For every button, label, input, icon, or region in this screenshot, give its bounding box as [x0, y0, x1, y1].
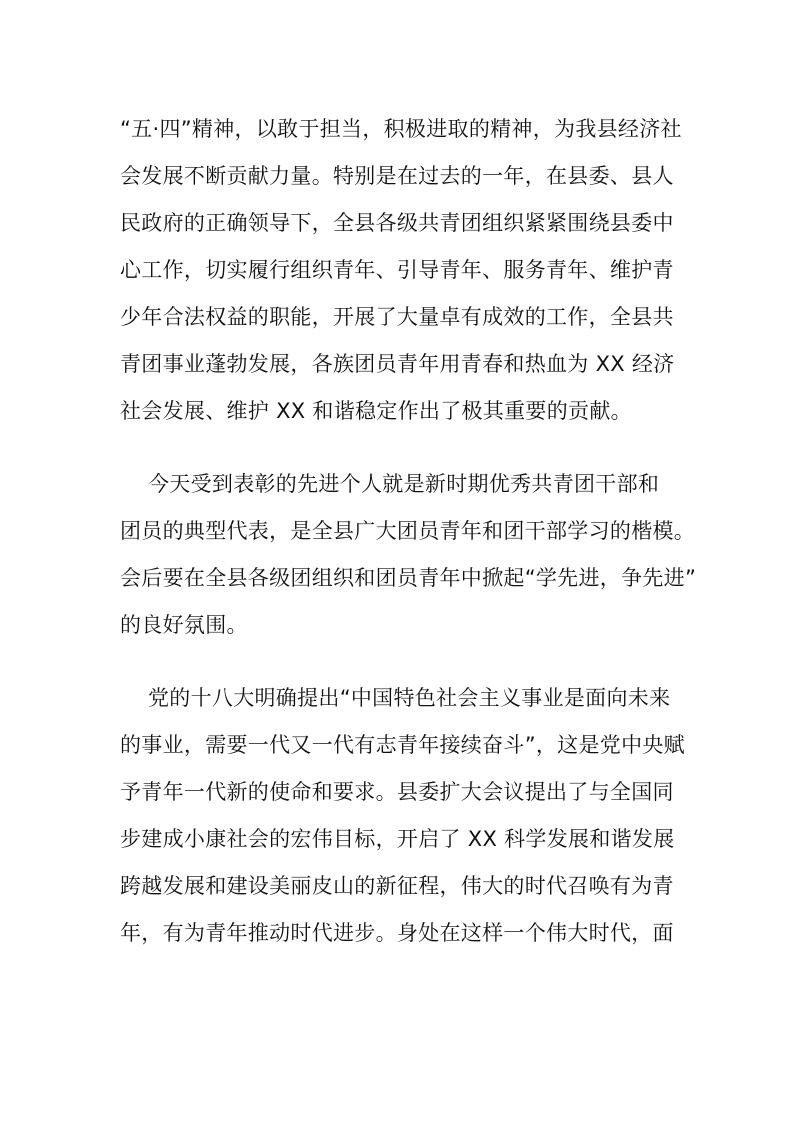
- paragraph-1-line-4: 心工作，切实履行组织青年、引导青年、服务青年、维护青: [120, 258, 674, 282]
- paragraph-1-line-6: 青团事业蓬勃发展，各族团员青年用青春和热血为 XX 经济: [120, 352, 675, 376]
- paragraph-2-line-4: 的良好氛围。: [120, 613, 248, 637]
- paragraph-3-line-1: 党的十八大明确提出“中国特色社会主义事业是面向未来: [148, 686, 671, 710]
- paragraph-2-line-3: 会后要在全县各级团组织和团员青年中掀起“学先进，争先进”: [120, 566, 697, 590]
- paragraph-1-line-1: “五·四”精神，以敢于担当，积极进取的精神，为我县经济社: [120, 117, 682, 141]
- paragraph-2-line-2: 团员的典型代表，是全县广大团员青年和团干部学习的楷模。: [120, 519, 696, 543]
- paragraph-1-line-5: 少年合法权益的职能，开展了大量卓有成效的工作，全县共: [120, 305, 674, 329]
- paragraph-1-line-3: 民政府的正确领导下，全县各级共青团组织紧紧围绕县委中: [120, 211, 674, 235]
- paragraph-2-line-1: 今天受到表彰的先进个人就是新时期优秀共青团干部和: [148, 472, 660, 496]
- paragraph-3-line-6: 年，有为青年推动时代进步。身处在这样一个伟大时代，面: [120, 921, 674, 945]
- paragraph-1-line-2: 会发展不断贡献力量。特别是在过去的一年，在县委、县人: [120, 164, 674, 188]
- paragraph-3-line-4: 步建成小康社会的宏伟目标，开启了 XX 科学发展和谐发展: [120, 827, 675, 851]
- paragraph-3-line-5: 跨越发展和建设美丽皮山的新征程，伟大的时代召唤有为青: [120, 874, 674, 898]
- paragraph-3-line-3: 予青年一代新的使命和要求。县委扩大会议提出了与全国同: [120, 780, 674, 804]
- paragraph-1-line-7: 社会发展、维护 XX 和谐稳定作出了极其重要的贡献。: [120, 399, 632, 423]
- paragraph-3-line-2: 的事业，需要一代又一代有志青年接续奋斗”，这是党中央赋: [120, 733, 685, 757]
